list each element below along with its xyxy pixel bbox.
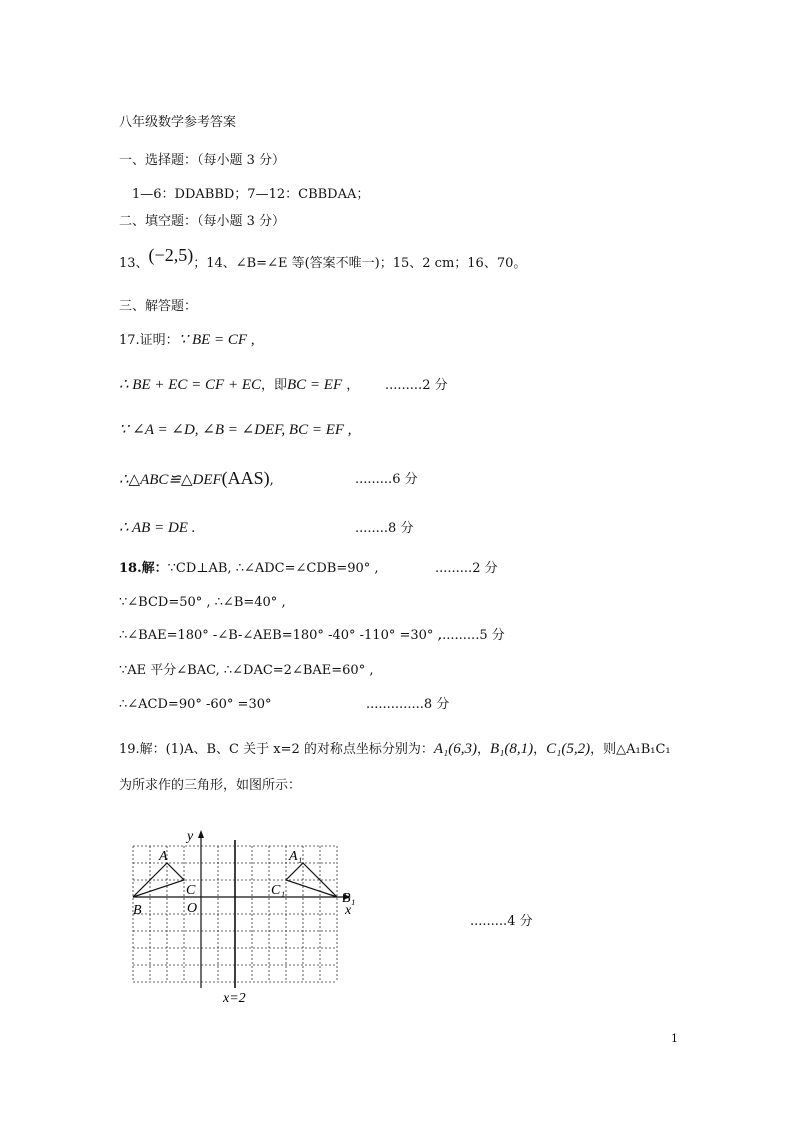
q17-line3 [119, 421, 352, 440]
label-o: O [187, 901, 198, 916]
q19-c1: C₁(5,2) [546, 741, 591, 757]
q19-coordinate-figure [125, 826, 365, 1004]
label-axis-x2: x=2 [223, 991, 246, 1004]
q17-prefix: 17.证明： [119, 333, 179, 348]
section1-heading: 一、选择题：（每小题 3 分） [119, 153, 286, 168]
label-a1: A₁ [289, 849, 303, 864]
q19-sep1: ， [477, 742, 491, 757]
q13-rest: ；14、∠B=∠E 等(答案不唯一)；15、2 cm；16、70。 [193, 256, 527, 271]
q17-line5 [119, 519, 195, 538]
q17-line4-end: , [269, 473, 274, 488]
q18-line4: ∵AE 平分∠BAC, ∴∠DAC=2∠BAE=60° , [119, 663, 374, 678]
y-axis-arrow [198, 830, 204, 838]
q13-answer: (−2,5) [148, 245, 194, 265]
label-a: A [159, 849, 168, 864]
section1-answers: 1—6：DDABBD；7—12：CBBDAA； [132, 187, 370, 202]
q17-aas: (AAS) [221, 468, 270, 488]
q13-line [119, 245, 527, 273]
q18-line2: ∵∠BCD=50° , ∴∠B=40° , [119, 595, 286, 610]
q17-congruent: ∴△ABC≌△DEF [119, 472, 222, 488]
q17-line1 [119, 331, 255, 350]
q17-line4 [119, 469, 274, 490]
page-number: 1 [671, 1032, 678, 1045]
q17-given: ∵ BE = CF , [178, 332, 255, 348]
q18-label: 18.解： [119, 561, 168, 576]
label-x: x [345, 903, 352, 918]
q18-score-8: ..............8 分 [366, 697, 450, 712]
page-title: 八年级数学参考答案 [119, 115, 237, 130]
q17-angles: ∵ ∠A = ∠D, ∠B = ∠DEF, BC = EF , [119, 422, 352, 438]
q19-sep2: ， [533, 742, 547, 757]
q17-conclusion: ∴ AB = DE . [119, 520, 196, 536]
q19-line2: 为所求作的三角形，如图所示： [119, 778, 302, 793]
label-c: C [186, 883, 196, 898]
q17-sum: ∴ BE + EC = CF + EC [119, 377, 261, 393]
q17-line2 [119, 376, 359, 395]
q17-score-8: ........8 分 [355, 521, 414, 536]
q18-line3: ∴∠BAE=180° -∠B-∠AEB=180° -40° -110° =30° , [119, 628, 442, 643]
q19-score-4: .........4 分 [470, 914, 533, 929]
label-y: y [187, 829, 194, 844]
section2-heading: 二、填空题：（每小题 3 分） [119, 214, 286, 229]
q17-score-2: .........2 分 [385, 378, 448, 393]
section3-heading: 三、解答题： [119, 299, 198, 314]
q19-b1: B₁(8,1) [490, 741, 534, 757]
q17-score-6: .........6 分 [355, 472, 418, 487]
q19-intro: 19.解：(1)A、B、C 关于 x=2 的对称点坐标分别为： [119, 742, 434, 757]
q18-line5: ∴∠ACD=90° -60° =30° [119, 697, 272, 712]
q19-line1 [119, 740, 671, 759]
label-c1: C₁ [271, 883, 286, 898]
q13-prefix: 13、 [119, 256, 149, 271]
q19-then: ，则△A₁B₁C₁ [590, 742, 671, 757]
q17-ji: ，即 [261, 378, 288, 393]
q18-line1 [119, 560, 379, 578]
q17-line2-end: ， [342, 378, 360, 393]
q17-bc-ef: BC = EF [287, 377, 343, 393]
q18-score-5: ..........5 分 [438, 628, 505, 643]
label-b: B [133, 903, 142, 918]
label-b1: B₁ [342, 891, 356, 906]
q18-score-2: .........2 分 [435, 561, 498, 576]
q18-step1: ∵CD⊥AB, ∴∠ADC=∠CDB=90° , [167, 561, 379, 576]
q19-a1: A₁(6,3) [433, 741, 477, 757]
